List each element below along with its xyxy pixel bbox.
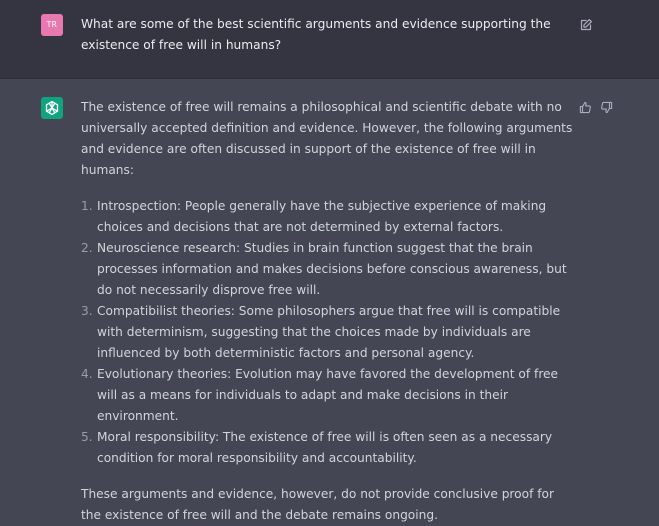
assistant-answer bbox=[81, 97, 576, 526]
argument-list bbox=[81, 196, 576, 469]
edit-icon[interactable] bbox=[579, 17, 593, 31]
user-message-text: What are some of the best scientific arguments and evidence supporting the existence of free will in humans? bbox=[81, 17, 551, 52]
list-number: 1. bbox=[81, 199, 93, 213]
list-item bbox=[81, 301, 576, 364]
list-item-text: Moral responsibility: The existence of free will is often seen as a necessary condition for moral responsibility and accountability. bbox=[97, 430, 553, 465]
thumbs-down-icon[interactable] bbox=[600, 99, 613, 118]
answer-intro: The existence of free will remains a philosophical and scientific debate with no universally accepted definition and evidence. However, the following arguments and evidence are often discussed in support of the existence of free will in humans: bbox=[81, 100, 573, 177]
list-item-text: Compatibilist theories: Some philosophers argue that free will is compatible with determinism, suggesting that the choices made by individuals are influenced by both deterministic factors and personal agency. bbox=[97, 304, 561, 360]
user-message-row bbox=[0, 0, 659, 79]
list-item bbox=[81, 238, 576, 301]
user-avatar: TR bbox=[41, 14, 63, 36]
thumbs-up-icon[interactable] bbox=[579, 99, 592, 118]
list-item bbox=[81, 196, 576, 238]
answer-conclusion: These arguments and evidence, however, do not provide conclusive proof for the existence of free will and the debate remains ongoing. bbox=[81, 487, 555, 522]
openai-logo-icon bbox=[41, 97, 63, 119]
feedback-controls bbox=[579, 99, 615, 113]
list-number: 2. bbox=[81, 241, 93, 255]
list-item bbox=[81, 427, 576, 469]
list-item bbox=[81, 364, 576, 427]
list-item-text: Introspection: People generally have the subjective experience of making choices and decisions that are not determined by external factors. bbox=[97, 199, 547, 234]
list-item-text: Neuroscience research: Studies in brain function suggest that the brain processes information and makes decisions before conscious awareness, but do not necessarily disprove free will. bbox=[97, 241, 567, 297]
list-number: 5. bbox=[81, 430, 93, 444]
list-item-text: Evolutionary theories: Evolution may have favored the development of free will as a means for individuals to adapt and make decisions in their environment. bbox=[97, 367, 559, 423]
list-number: 4. bbox=[81, 367, 93, 381]
list-number: 3. bbox=[81, 304, 93, 318]
assistant-message-row bbox=[0, 79, 659, 522]
